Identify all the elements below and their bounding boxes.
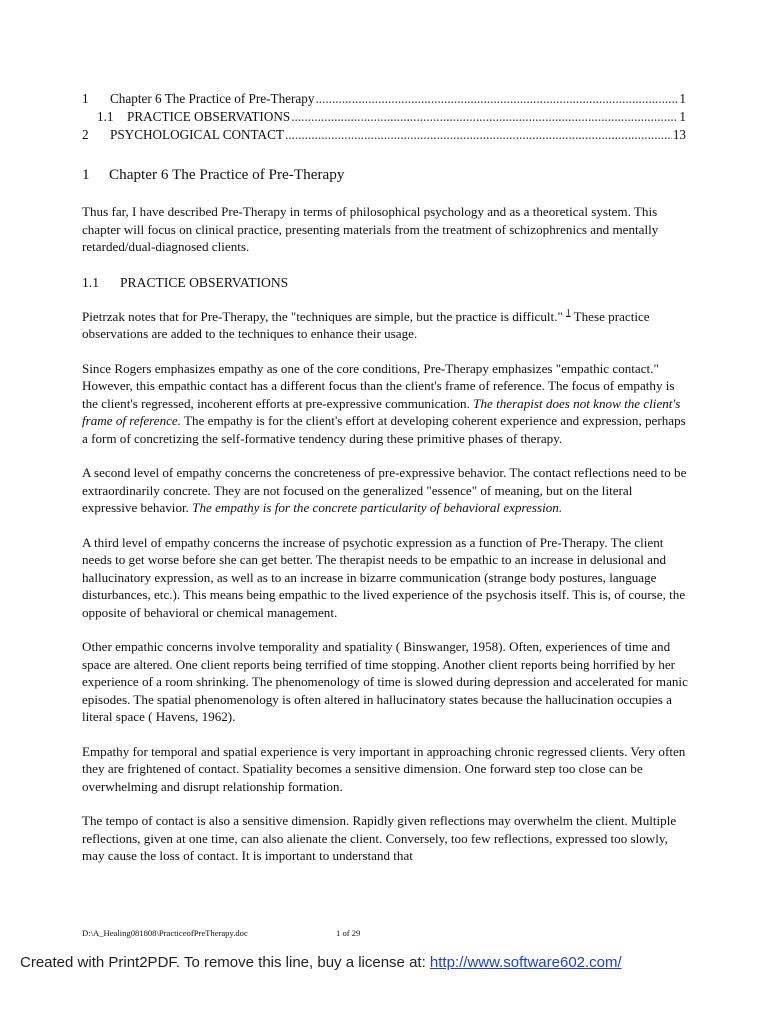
paragraph-text: These practice observations are added to the techniques to enhance their usage. [82,308,650,341]
toc-title: PSYCHOLOGICAL CONTACT [110,127,284,142]
toc-entry[interactable] [82,127,686,145]
paragraph-text: The empathy is for the client's effort at developing coherent experience and expression, perhaps a form of concretizing the self-formative tendency during these primitive phases of therapy. [82,413,686,446]
toc-entry[interactable] [82,91,686,109]
toc-entry[interactable] [82,109,686,127]
toc-page-number: 13 [672,127,686,142]
document-body [82,165,688,882]
emphasis-text: The empathy is for the concrete particularity of behavioral expression. [192,500,563,515]
section-heading [82,273,688,292]
print2pdf-banner [20,954,622,971]
banner-link[interactable]: http://www.software602.com/ [429,954,622,971]
section-number: 1.1 [82,274,99,290]
intro-paragraph: Thus far, I have described Pre-Therapy in terms of philosophical psychology and as a theoretical system. This chapter will focus on clinical practice, presenting materials from the treatment of schizophrenics and mentally retarded/dual-diagnosed clients. [82,204,659,254]
toc-title: PRACTICE OBSERVATIONS [127,109,291,124]
toc-number: 2 [82,127,89,142]
toc-number: 1 [82,91,89,106]
toc-title: Chapter 6 The Practice of Pre-Therapy [110,91,315,106]
toc-leader [315,91,678,107]
paragraph-text: Since Rogers emphasizes empathy as one of the core conditions, Pre-Therapy emphasizes "empathic contact." However, this empathic contact has a different focus than the client's frame of reference. The focus of empathy is the client's regressed, incoherent efforts at pre-expressive communication. [82,360,675,411]
paragraph-text: Pietrzak notes that for Pre-Therapy, the "techniques are simple, but the practice is difficult." [82,308,567,324]
banner-text: Created with Print2PDF. To remove this line, buy a license at: [20,954,430,971]
paragraph: Other empathic concerns involve temporality and spatiality ( Binswanger, 1958). Often, experiences of time and space are altered. One client reports being terrified of time stopping. Another client reports being horrified by her experience of a room shrinking. The phenomenology of time is slowed during depression and accelerated for manic episodes. The spatial phenomenology is often altered in hallucinatory states because the hallucination occupies a literal space ( Havens, 1962). [82,639,688,724]
footer-page-count: 1 of 29 [336,928,361,938]
toc-page-number: 1 [679,91,686,106]
chapter-number: 1 [82,166,90,183]
paragraph [82,464,688,517]
toc-number: 1.1 [97,109,114,124]
footnote-link[interactable]: 1 [566,307,571,318]
emphasis-text: The therapist does not know the client's frame of reference. [82,395,681,428]
paragraph: A third level of empathy concerns the increase of psychotic expression as a function of Pre-Therapy. The client needs to get worse before she can get better. The therapist needs to be empathic to an increase in delusional and hallucinatory expression, as well as to an increase in bizarre communication (strange body postures, language disturbances, etc.). This means being empathic to the lived experience of the psychosis itself. This is, of course, the opposite of behavioral or chemical management. [82,534,686,620]
paragraph: The tempo of contact is also a sensitive dimension. Rapidly given reflections may overwhelm the client. Multiple reflections, given at one time, can also alienate the client. Conversely, too few reflections, expressed too slowly, may cause the loss of contact. It is important to understand that [82,813,677,863]
page-footer [82,928,502,938]
toc-page-number: 1 [679,109,686,124]
paragraph: Empathy for temporal and spatial experience is very important in approaching chronic regressed clients. Very often they are frightened of contact. Spatiality becomes a sensitive dimension. One forward step too close can be overwhelming and disrupt relationship formation. [82,743,686,794]
chapter-title: Chapter 6 The Practice of Pre-Therapy [109,166,345,183]
section-title: PRACTICE OBSERVATIONS [120,274,289,290]
footer-file-path: D:\A_Healing081808\PracticeofPreTherapy.doc [82,928,248,938]
chapter-heading [82,165,688,185]
paragraph [82,308,688,343]
toc-leader [291,109,678,125]
paragraph-text: A second level of empathy concerns the concreteness of pre-expressive behavior. The contact reflections need to be extraordinarily concrete. They are not focused on the generalized "essence" of meaning, but on the literal expressive behavior. [82,465,687,515]
paragraph [82,360,688,448]
toc-leader [285,127,672,143]
table-of-contents [82,91,686,145]
